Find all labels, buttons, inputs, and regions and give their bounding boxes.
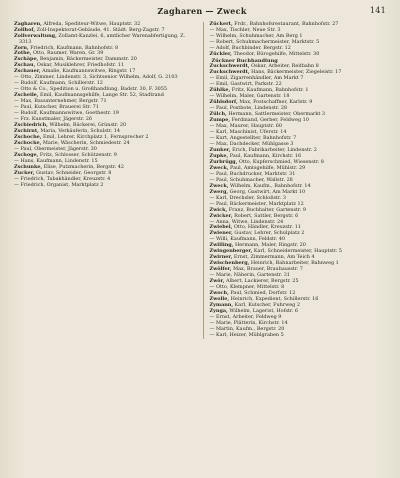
entry-text: Otto, Kupferschmied, Wiesenstr. 8 xyxy=(237,158,324,165)
entry-text: Ferdinand, Gerber, Feldweg 10 xyxy=(230,116,309,123)
page-header xyxy=(14,6,390,20)
entry-name: Zuckschwerdt, xyxy=(209,68,250,75)
entry-text: — Frz. Kunstmaler, Jägerstr. 26 xyxy=(14,116,92,123)
entry-name: Zwiebel, xyxy=(209,224,233,231)
entry-text: Maria, Verkäuferin, Schulstr. 14 xyxy=(38,128,120,135)
entry-name: Zupke, xyxy=(209,152,229,159)
entry-name: Zwick, xyxy=(209,206,228,213)
page-number: 141 xyxy=(369,6,386,15)
entries-right xyxy=(210,22,391,339)
entry-text: — Friedrich, Organist, Marktplatz 2 xyxy=(14,182,104,189)
column-right xyxy=(203,22,391,339)
entry-name: Zschocke, xyxy=(14,140,42,147)
entry-text: Heinrich, Expedient, Schillerstr. 16 xyxy=(229,296,319,303)
entry-text: — Karl, Heizer, Mühlgraben 5 xyxy=(209,332,284,339)
entry-text: — Paul, Schuhmacher, Wallstr. 28 xyxy=(209,176,293,183)
entry-text: Gustav, Lehrer, Schulplatz 2 xyxy=(232,230,305,237)
entry-text: — Max, Dachdecker, Mühlgasse 3 xyxy=(209,140,294,147)
entry-text: Paul, Amtsgehilfe, Mühlstr. 29 xyxy=(228,164,306,171)
entry-text: — Robert, Schuhmachermeister, Marktstr. 5 xyxy=(209,38,320,45)
entry-text: Wilhelm, Kaufm., Bahnhofstr. 14 xyxy=(228,182,311,189)
entry-text: Karl, Kutscher, Fuhrweg 2 xyxy=(233,302,300,309)
entry-name: Zynga, xyxy=(209,308,228,315)
entry-name: Zwilling, xyxy=(209,242,234,249)
entry-name: Zollverwaltung, xyxy=(14,32,57,39)
entry-text: Otto, Raumer, Waren, Gr. 39 xyxy=(31,50,104,57)
entry-name: Zymann, xyxy=(209,302,234,309)
entry-name: Zückert, xyxy=(209,21,233,27)
entry-name: Zwiener, xyxy=(209,230,233,237)
entry-text: Erich, Fabrikarbeiter, Lindenstr. 2 xyxy=(230,146,317,153)
entry-name: Zschiedrich, xyxy=(14,122,48,129)
entry-name: Zschoche, xyxy=(14,134,42,141)
entry-text: — Max, Maurer, Hauptstr. 60 xyxy=(209,122,282,129)
entry-text: Friedrich, Kaufmann, Bahnhofstr. 8 xyxy=(28,44,119,51)
entry-text: Wilhelm, Lagerist, Hofstr. 6 xyxy=(227,308,298,315)
entry-text: — Rudolf, Kaufmann, Schillerstr. 12 xyxy=(14,80,103,87)
entry-name: Zschauer, xyxy=(14,68,41,75)
entry-text: Wilhelm, Bäckerei, Grünstr. 20 xyxy=(47,122,127,129)
entry-name: Zwör, xyxy=(209,278,225,285)
entry-name: Zülch, xyxy=(209,110,227,117)
entry-text: — Wilhelm, Maler, Gartenstr. 18 xyxy=(209,92,290,99)
entry-name: Zscheile, xyxy=(14,92,39,99)
column-left xyxy=(14,22,195,339)
entry-text: Georg, Gastwirt, Am Markt 10 xyxy=(228,188,306,195)
entry-text: — Marie, Näherin, Gartenstr. 31 xyxy=(209,272,290,279)
entry-text: — Max, Bauunternehmer, Bergstr. 71 xyxy=(14,98,107,105)
entry-name: Zweck, xyxy=(209,164,229,171)
entry-text: Franz, Buchhalter, Gartenstr. 9 xyxy=(227,206,306,213)
entry-text: — Karl, Drechsler, Schloßstr. 3 xyxy=(209,194,286,201)
entry-text: — Martin, Kaufm., Bergstr. 20 xyxy=(209,326,285,333)
entry-name: Zschoge, xyxy=(14,152,39,159)
entry-text: Oskar, Musiklehrer, Friedhofstr. 11 xyxy=(35,62,124,69)
entry-text: — Otto & Co., Spedition u. Großhandlung, Badstr. 30, F. 3055 xyxy=(14,86,168,93)
entry-text: Karl, Schneidermeister, Hauptstr. 5 xyxy=(252,248,342,255)
entry-text: Zollamt-Kanzlei, 6, amtlicher Warenabfertigung, Z. 3313 xyxy=(19,32,186,45)
entry-name: Zschäpe, xyxy=(14,56,39,63)
entry-text: Paul, Kaufmann, Kirchstr. 16 xyxy=(228,152,302,159)
entry-text: — Otto, Zimmer, Lindenstr. 3, Sichtsenior Wilhelm, Adolf, G. 2103 xyxy=(14,74,178,81)
sub-heading: Zückner Buchhandlung xyxy=(211,57,278,64)
entry-text: — Ernst, Arbeiter, Feldweg 9 xyxy=(209,314,282,321)
entry-name: Zwicker, xyxy=(209,212,233,219)
entry-text: — Karl, Maschinist, Uferstr. 14 xyxy=(209,128,287,135)
entry-text: Fritz, Kaufmann, Bahnhofstr. 1 xyxy=(230,86,309,93)
entry-text: — Paul, Bäckermeister, Marktplatz 12 xyxy=(209,200,304,207)
entry-text: Fritz, Schlosser, Schützenstr. 9 xyxy=(38,152,117,159)
entry-name: Zunker, xyxy=(209,146,231,153)
page-running-title: Zagharen — Zweck xyxy=(157,6,247,16)
entry-name: Zühlke, xyxy=(209,86,231,93)
entry-name: Zollhof, xyxy=(14,26,36,33)
entry-name: Zschunke, xyxy=(14,164,43,171)
directory-entry xyxy=(14,183,195,189)
entry-text: Elise, Putzmacherin, Bergstr. 42 xyxy=(42,164,124,171)
entry-text: — Willi, Kaufmann, Feldstr. 40 xyxy=(209,236,286,243)
entry-text: Heinrich, Bahnarbeiter, Bahnweg 1 xyxy=(249,260,339,267)
entry-name: Zothe, xyxy=(14,50,32,57)
entry-text: Gustav, Schneider, Georgstr. 8 xyxy=(34,170,112,177)
entry-name: Zorn, xyxy=(14,44,29,51)
entry-text: Emil, Lehrer, Kirchplatz 1, Fernsprecher 2 xyxy=(41,134,149,141)
entry-text: — Friedrich, Tabakhändler, Kreuzstr. 4 xyxy=(14,176,111,183)
entry-text: — Max, Tischler, Neue Str. 3 xyxy=(209,26,281,33)
entries-left xyxy=(14,22,195,189)
entry-text: — Paul, Buchdrucker, Marktstr. 31 xyxy=(209,170,296,177)
entry-name: Zühlsdorf, xyxy=(209,98,238,105)
entry-name: Zückler, xyxy=(209,50,232,57)
entry-text: — Wilhelm, Schuhmacher, Am Berg 1 xyxy=(209,32,303,39)
entry-text: — Marie, Plätterin, Kirchstr. 14 xyxy=(209,320,288,327)
entry-name: Zwölfer, xyxy=(209,266,232,273)
entry-text: Zoll-Inspektorat-Gebäude, 41. Städt. Berg-Zagstr. 7 xyxy=(35,26,165,33)
directory-entry xyxy=(210,333,391,339)
entry-text: — Hans, Kaufmann, Lindenstr. 15 xyxy=(14,158,98,165)
entry-text: Albert, Lackierer, Bergstr. 25 xyxy=(224,278,299,285)
entry-text: Max, Postschaffner, Karlstr. 9 xyxy=(237,98,313,105)
entry-text: Max, Brauer, Brauhausstr. 7 xyxy=(231,266,303,273)
entry-text: — Paul, Kutscher, Brauerei Str. 71 xyxy=(14,104,99,111)
entry-name: Zwingenberger, xyxy=(209,248,253,255)
entry-text: Theodor, Bürogehilfe, Mittelstr. 30 xyxy=(231,50,320,57)
entry-text: Robert, Sattler, Bergstr. 6 xyxy=(232,212,299,219)
entry-text: Hermann, Sattlermeister, Obermarkt 3 xyxy=(226,110,325,117)
entry-name: Zucker, xyxy=(14,170,35,177)
entry-text: Hans, Bäckermeister, Ziegeleistr. 17 xyxy=(249,68,342,75)
entry-text: — Adolf, Buchbinder, Bergstr. 12 xyxy=(209,44,291,51)
entry-text: Ernst, Zimmermann, Am Teich 4 xyxy=(232,254,315,261)
entry-text: — Kurt, Angestellter, Bahnhofstr. 7 xyxy=(209,134,297,141)
entry-text: — Otto, Klempner, Mittelstr. 8 xyxy=(209,284,285,291)
columns xyxy=(14,22,390,339)
entry-text: — Emil, Gastwirt, Parkstr. 22 xyxy=(209,80,282,87)
entry-text: Amalie, Kaufmannswitwe, Ringstr. 17 xyxy=(40,68,136,75)
directory-entry xyxy=(210,52,391,58)
entry-text: Emil, Kaufmannsgehilfe, Lange Str. 52, Stadtrand xyxy=(38,92,164,99)
entry-text: — Rudolf, Kaufmannswitwe, Goethestr. 19 xyxy=(14,110,119,117)
entry-text: Oskar, Arbeiter, Reitbahn 8 xyxy=(249,62,319,69)
entry-name: Zuckschwerdt, xyxy=(209,62,250,69)
entry-name: Zweck, xyxy=(209,182,229,189)
entry-name: Zwolle, xyxy=(209,296,230,303)
entry-name: Zagharen, xyxy=(14,21,42,27)
entry-text: Alfreda, Spediteur-Witwe, Hauptstr. 32 xyxy=(41,21,141,27)
entry-name: Zumpe, xyxy=(209,116,231,123)
entry-name: Zschirnt, xyxy=(14,128,39,135)
entry-name: Zschau, xyxy=(14,62,36,69)
directory-entry xyxy=(14,34,195,45)
entry-text: Frdr., Bahnhofsrestaurant, Bahnhofstr. 27 xyxy=(232,21,339,27)
entry-text: — Anna, Witwe, Lindenstr. 24 xyxy=(209,218,284,225)
entry-name: Zwischenberg, xyxy=(209,260,250,267)
entry-name: Zwirner, xyxy=(209,254,233,261)
entry-name: Zurbrügg, xyxy=(209,158,238,165)
entry-name: Zwoch, xyxy=(209,290,229,297)
entry-text: Otto, Händler, Kreuzstr. 11 xyxy=(232,224,301,231)
entry-text: — Emil, Zigarrenhändler, Am Markt 7 xyxy=(209,74,304,81)
entry-text: — Paul, Postbote, Lindenstr. 28 xyxy=(209,104,288,111)
entry-text: — Paul, Obermeister, Jägerstr. 30 xyxy=(14,146,97,153)
entry-text: Marie, Wäscherin, Schmiedestr. 24 xyxy=(41,140,130,147)
entry-text: Benjamin, Bäckermeister, Dammstr. 20 xyxy=(38,56,137,63)
entry-name: Zwerg, xyxy=(209,188,229,195)
entry-text: Hermann, Maler, Ringstr. 20 xyxy=(233,242,306,249)
entry-text: Paul, Schmied, Dorfstr. 12 xyxy=(228,290,296,297)
